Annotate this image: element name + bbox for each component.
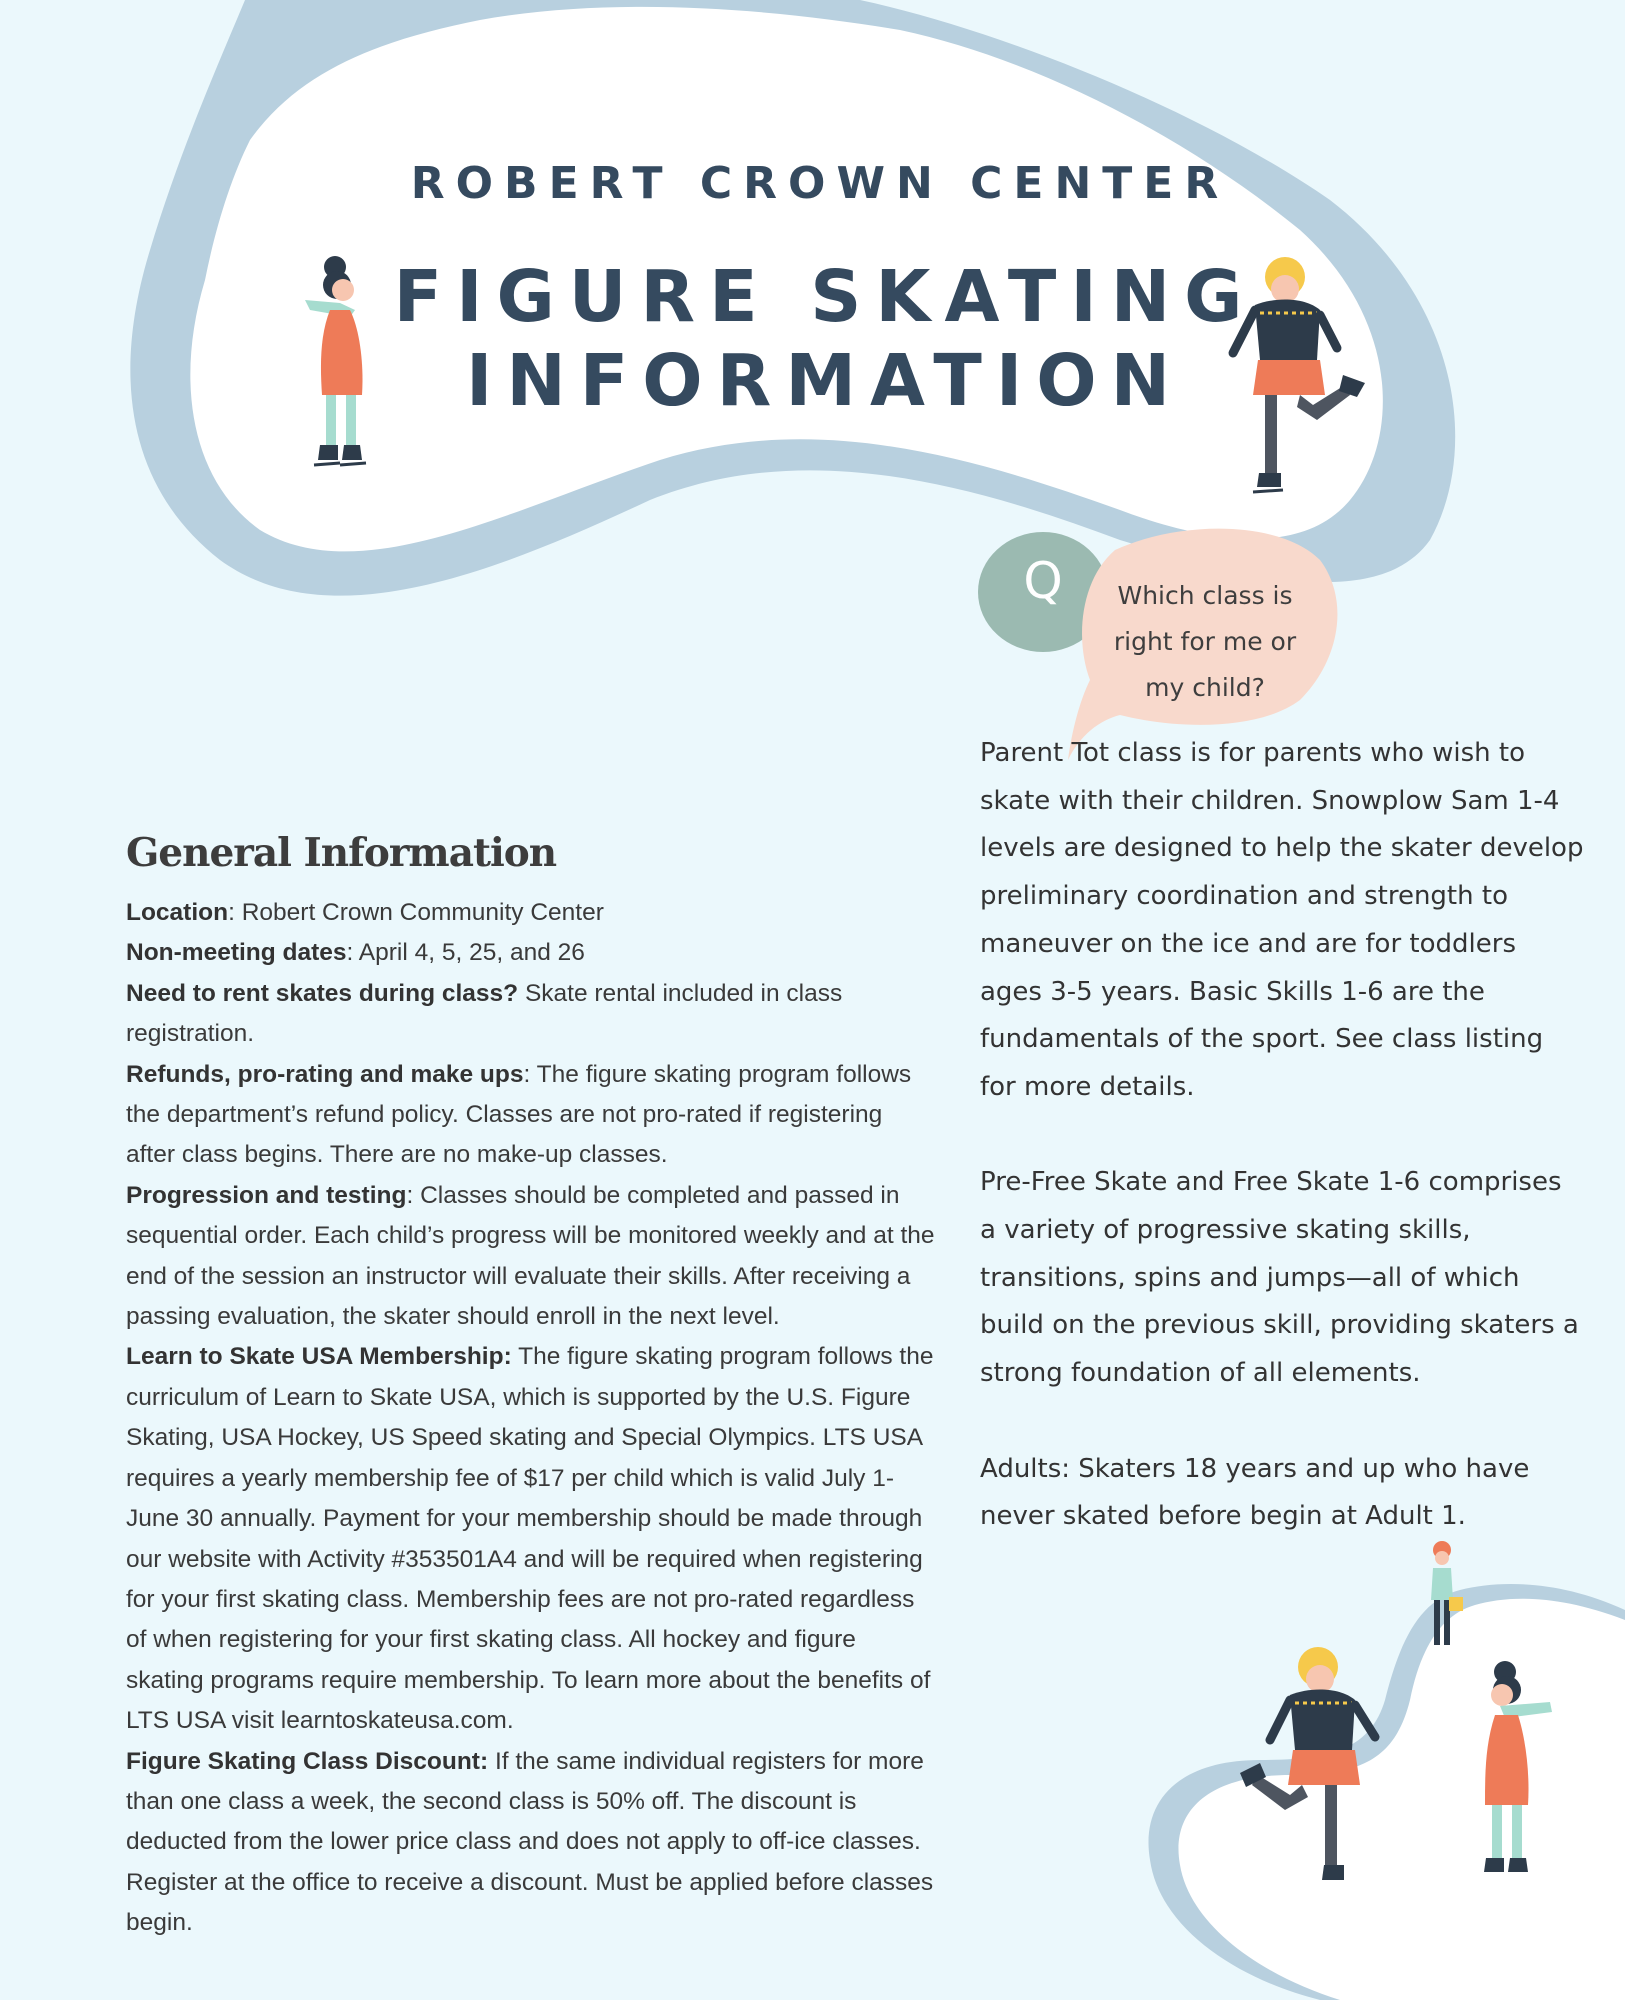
info-item-location: Location: Robert Crown Community Center bbox=[126, 899, 604, 926]
info-item-refunds: Refunds, pro-rating and make ups: The figure skating program follows the department’s refund policy. Classes are not pro-rated if registering after class begins. There are no make-up classes. bbox=[126, 1060, 912, 1169]
general-info-column bbox=[126, 893, 936, 1944]
info-text: The figure skating program follows the department’s refund policy. Classes are not pro-rated if registering after class begins. There are no make-up classes. bbox=[126, 1060, 912, 1169]
class-info-paragraph-1: Parent Tot class is for parents who wish to skate with their children. Snowplow Sam 1-4 levels are designed to help the skater develop preliminary coordination and strength to maneuver on the ice and are for toddlers ages 3-5 years. Basic Skills 1-6 are the fundamentals of the sport. See class listing for more details. bbox=[980, 738, 1584, 1102]
question-line3: my child? bbox=[1145, 673, 1265, 702]
question-line2: right for me or bbox=[1113, 627, 1297, 656]
info-item-discount bbox=[126, 1742, 936, 1944]
page-title-line2: INFORMATION bbox=[465, 339, 1185, 422]
info-label: Refunds, pro-rating and make ups bbox=[126, 1060, 524, 1088]
question-line1: Which class is bbox=[1117, 581, 1293, 610]
info-text: The figure skating program follows the curriculum of Learn to Skate USA, which is supported by the U.S. Figure Skating, USA Hockey, US Speed skating and Special Olympics. LTS USA requires a yearly membership fee of $17 per child which is valid July 1-June 30 annually. Payment for your membership should be made through our website with Activity #353501A4 and will be required when registering for your first skating class. Membership fees are not pro-rated regardless of when registering for your first skating class. All hockey and figure skating programs require membership. To learn more about the benefits of LTS USA visit learntoskateusa.com. bbox=[126, 1343, 934, 1735]
info-text: Skate rental included in class registration. bbox=[126, 979, 843, 1048]
info-item-progression: Progression and testing: Classes should be completed and passed in sequential order. Each child’s progress will be monitored weekly and at the end of the session an instructor will evaluate their skills. After receiving a passing evaluation, the skater should enroll in the next level. bbox=[126, 1181, 935, 1331]
question-text bbox=[1090, 573, 1320, 711]
page-title bbox=[330, 255, 1320, 423]
info-text: If the same individual registers for more than one class a week, the second class is 50% off. The discount is deducted from the lower price class and does not apply to off-ice classes. Register at the office to receive a discount. Must be applied before classes begin. bbox=[126, 1747, 934, 1937]
info-item-non-meeting-dates: Non-meeting dates: April 4, 5, 25, and 26 bbox=[126, 939, 585, 967]
rink-bottom-icon bbox=[1148, 1584, 1625, 2000]
info-item-membership bbox=[126, 1337, 936, 1741]
page-title-line1: FIGURE SKATING bbox=[393, 255, 1257, 338]
info-label: Figure Skating Class Discount: bbox=[126, 1747, 489, 1775]
class-info-column bbox=[980, 730, 1585, 1589]
q-letter: Q bbox=[1023, 552, 1063, 610]
info-label: Progression and testing bbox=[126, 1181, 407, 1209]
class-info-paragraph-3: Adults: Skaters 18 years and up who have never skated before begin at Adult 1. bbox=[980, 1453, 1530, 1532]
info-label: Need to rent skates during class? bbox=[126, 979, 519, 1007]
organization-name: ROBERT CROWN CENTER bbox=[410, 158, 1230, 209]
info-label: Location bbox=[126, 899, 229, 926]
class-info-paragraph-2: Pre-Free Skate and Free Skate 1-6 comprises a variety of progressive skating skills, transitions, spins and jumps—all of which build on the previous skill, providing skaters a strong foundation of all elements. bbox=[980, 1167, 1579, 1389]
info-text: Classes should be completed and passed in sequential order. Each child’s progress will be monitored weekly and at the end of the session an instructor will evaluate their skills. After receiving a passing evaluation, the skater should enroll in the next level. bbox=[126, 1181, 935, 1331]
info-label: Learn to Skate USA Membership: bbox=[126, 1343, 512, 1371]
general-info-heading: General Information bbox=[126, 830, 557, 876]
info-label: Non-meeting dates bbox=[126, 939, 347, 967]
info-text: April 4, 5, 25, and 26 bbox=[358, 939, 585, 967]
info-item-skate-rental bbox=[126, 974, 936, 1055]
info-text: Robert Crown Community Center bbox=[241, 899, 604, 926]
